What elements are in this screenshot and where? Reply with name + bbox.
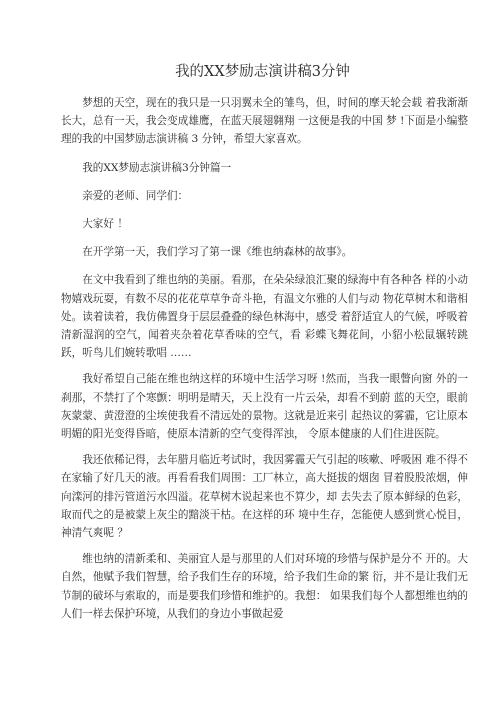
paragraph-salutation: 亲爱的老师、同学们： [82, 189, 189, 202]
paragraph-intro: 梦想的天空，现在的我只是一只羽翼未全的雏鸟，但，时间的摩天轮会载 着我渐渐长大，总有一天，我会变成雄鹰，在蓝天展翅翱翔 一这便是我的中国 梦 !下面是小编整理的我的中国梦励志演讲稿 3 分钟，希望大家喜欢。 [61, 97, 468, 146]
paragraph-heading: 我的XX梦励志演讲稿3分钟篇一 [82, 161, 232, 174]
paragraph-memory: 我还依稀记得，去年腊月临近考试时，我因雾霾天气引起的咳嗽、呼吸困 难不得不在家输了好几天的液。再看看我们周围：工厂林立，高大挺拔的烟囱 冒着股股浓烟，伸向滦河的排污管道污水四溢。花草树木说起来也不算少，却 去失去了原本鲜绿的色彩，取而代之的是被蒙上灰尘的黯淡干枯。在这样的环 境中生存，怎能使人感到赏心悦目，神清气爽呢 ？ [61, 454, 468, 540]
paragraph-smog: 我好希望自己能在维也纳这样的环境中生活学习呀 !然而，当我一眼瞥向窗 外的一刹那，不禁打了个寒颤：明明是晴天，天上没有一片云朵，却看不到蔚 蓝的天空，眼前灰蒙蒙、黄澄澄的尘埃使我看不清远处的景物。这就是近来引 起热议的雾霾，它让原本明媚的阳光变得昏暗，使原本清新的空气变得浑浊， 令原本健康的人们住进医院。 [61, 373, 468, 441]
paragraph-greeting: 大家好 ！ [82, 218, 128, 231]
paragraph-first-day: 在开学第一天，我们学习了第一课《维也纳森林的故事》。 [82, 246, 353, 259]
document-title: 我的XX梦励志演讲稿3分钟 [175, 64, 350, 80]
paragraph-vienna-beauty: 在文中我看到了维也纳的美丽。看那，在朵朵绿浪汇聚的绿海中有各种各 样的小动物嬉戏玩耍，有数不尽的花花草草争奇斗艳，有温文尔雅的人们与动 物花草树木和谐相处。读着读着，我仿佛置身于层层叠叠的绿色林海中，感受 着舒适宜人的气候，呼吸着清新湿润的空气，闻着夹杂着花草香味的空气，看 彩蝶飞舞花间，小貂小松鼠辗转跳跃，听鸟儿们婉转歌唱 …… [61, 274, 468, 360]
paragraph-protection: 维也纳的清新柔和、美丽宜人是与那里的人们对环境的珍惜与保护是分不 开的。大自然，他赋予我们智慧，给予我们生存的环境，给予我们生命的繁 衍，并不是让我们无节制的破坏与索取的，而是要我们珍惜和维护的。我想： 如果我们每个人都想维也纳的人们一样去保护环境，从我们的身边小事做起爱 [61, 553, 468, 620]
